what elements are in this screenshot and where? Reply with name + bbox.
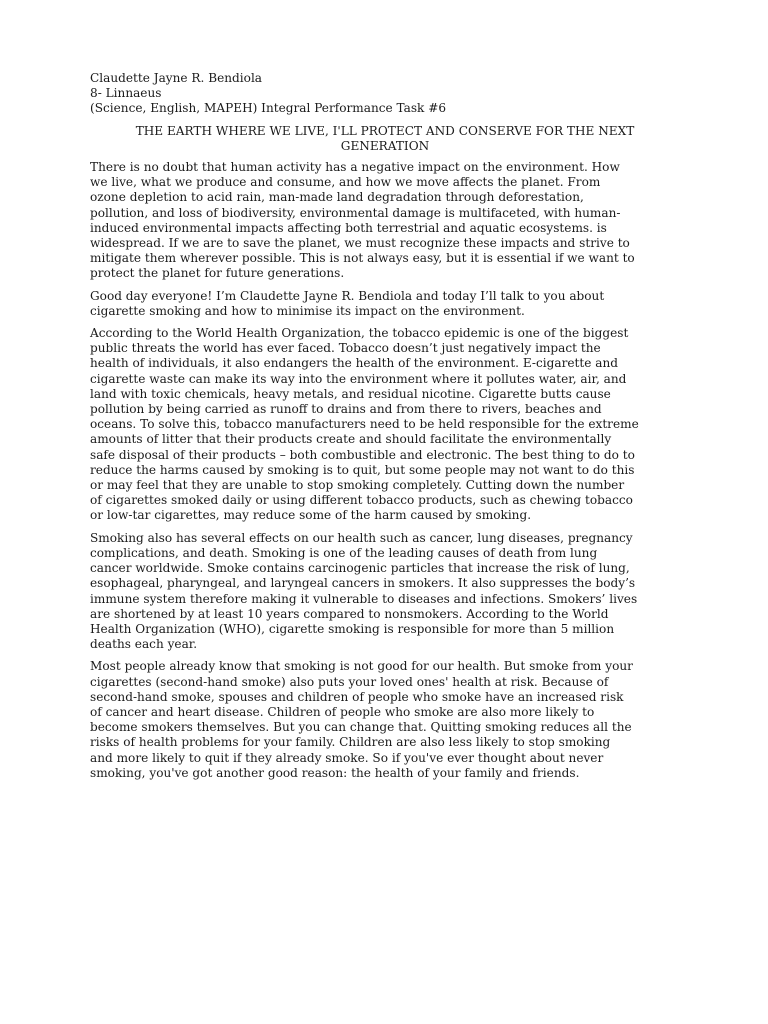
paragraph-line: or low-tar cigarettes, may reduce some of the harm caused by smoking. — [90, 508, 532, 523]
paragraph-line: widespread. If we are to save the planet, we must recognize these impacts and strive to — [90, 236, 630, 251]
paragraph-line: immune system therefore making it vulnerable to diseases and infections. Smokers’ lives — [90, 591, 638, 606]
paragraph-line: mitigate them wherever possible. This is not always easy, but it is essential if we want to — [90, 251, 635, 266]
paragraph-line: smoking, you've got another good reason: the health of your family and friends. — [90, 765, 580, 780]
paragraph-line: According to the World Health Organization, the tobacco epidemic is one of the biggest — [90, 326, 629, 341]
paragraph-line: second-hand smoke, spouses and children of people who smoke have an increased risk — [90, 689, 624, 704]
body-paragraph-1 — [90, 160, 680, 282]
paragraph-line: land with toxic chemicals, heavy metals, and residual nicotine. Cigarette butts cause — [90, 386, 611, 401]
paragraph-line: we live, what we produce and consume, and how we move affects the planet. From — [90, 175, 601, 190]
paragraph-line: Most people already know that smoking is not good for our health. But smoke from your — [90, 659, 633, 674]
body-paragraph-3 — [90, 326, 680, 524]
author-name: Claudette Jayne R. Bendiola — [90, 71, 263, 85]
paragraph-line: are shortened by at least 10 years compared to nonsmokers. According to the World — [90, 606, 609, 621]
paragraph-line: complications, and death. Smoking is one of the leading causes of death from lung — [90, 545, 598, 560]
paragraph-line: cancer worldwide. Smoke contains carcinogenic particles that increase the risk of lung, — [90, 561, 630, 576]
paragraph-line: Health Organization (WHO), cigarette smoking is responsible for more than 5 million — [90, 621, 615, 636]
paragraph-line: protect the planet for future generations. — [90, 266, 345, 281]
paragraph-line: safe disposal of their products – both combustible and electronic. The best thing to do to — [90, 447, 635, 462]
task-label: (Science, English, MAPEH) Integral Performance Task #6 — [90, 101, 447, 116]
paragraph-line: and more likely to quit if they already smoke. So if you've ever thought about never — [90, 750, 604, 765]
paragraph-line: cigarette waste can make its way into the environment where it pollutes water, air, and — [90, 371, 627, 386]
class-section: 8- Linnaeus — [90, 86, 162, 101]
paragraph-line: of cancer and heart disease. Children of people who smoke are also more likely to — [90, 704, 595, 719]
body-paragraph-2 — [90, 289, 680, 319]
paragraph-line: reduce the harms caused by smoking is to quit, but some people may not want to do this — [90, 462, 635, 477]
paragraph-line: cigarette smoking and how to minimise its impact on the environment. — [90, 303, 525, 318]
body-paragraph-4 — [90, 531, 680, 653]
paragraph-line: Good day everyone! I’m Claudette Jayne R. Bendiola and today I’ll talk to you about — [90, 288, 605, 303]
paragraph-line: amounts of litter that their products create and should facilitate the environmentally — [90, 432, 612, 447]
paragraph-line: pollution, and loss of biodiversity, environmental damage is multifaceted, with human- — [90, 205, 621, 220]
document-page — [90, 71, 680, 781]
paragraph-line: of cigarettes smoked daily or using different tobacco products, such as chewing tobacco — [90, 493, 633, 508]
paragraph-line: induced environmental impacts affecting both terrestrial and aquatic ecosystems. is — [90, 220, 607, 235]
paragraph-line: Smoking also has several effects on our health such as cancer, lung diseases, pregnancy — [90, 530, 633, 545]
paragraph-line: esophageal, pharyngeal, and laryngeal cancers in smokers. It also suppresses the body’s — [90, 576, 636, 591]
paragraph-line: oceans. To solve this, tobacco manufacturers need to be held responsible for the extreme — [90, 417, 639, 432]
paragraph-line: cigarettes (second-hand smoke) also puts your loved ones' health at risk. Because of — [90, 674, 609, 689]
document-body — [90, 160, 680, 781]
paragraph-line: ozone depletion to acid rain, man-made land degradation through deforestation, — [90, 190, 584, 205]
paragraph-line: There is no doubt that human activity has a negative impact on the environment. How — [90, 160, 620, 175]
paragraph-line: health of individuals, it also endangers the health of the environment. E-cigarette and — [90, 356, 618, 371]
paragraph-line: risks of health problems for your family. Children are also less likely to stop smoking — [90, 735, 611, 750]
paragraph-line: or may feel that they are unable to stop smoking completely. Cutting down the number — [90, 478, 625, 493]
paragraph-line: public threats the world has ever faced. Tobacco doesn’t just negatively impact the — [90, 341, 601, 356]
title-line-2: GENERATION — [340, 138, 430, 153]
paragraph-line: pollution by being carried as runoff to drains and from there to rivers, beaches and — [90, 402, 602, 417]
title-line-1: THE EARTH WHERE WE LIVE, I'LL PROTECT AND CONSERVE FOR THE NEXT — [135, 123, 635, 138]
body-paragraph-5 — [90, 659, 680, 781]
paragraph-line: deaths each year. — [90, 637, 198, 652]
document-title — [90, 124, 680, 154]
paragraph-line: become smokers themselves. But you can change that. Quitting smoking reduces all the — [90, 720, 632, 735]
